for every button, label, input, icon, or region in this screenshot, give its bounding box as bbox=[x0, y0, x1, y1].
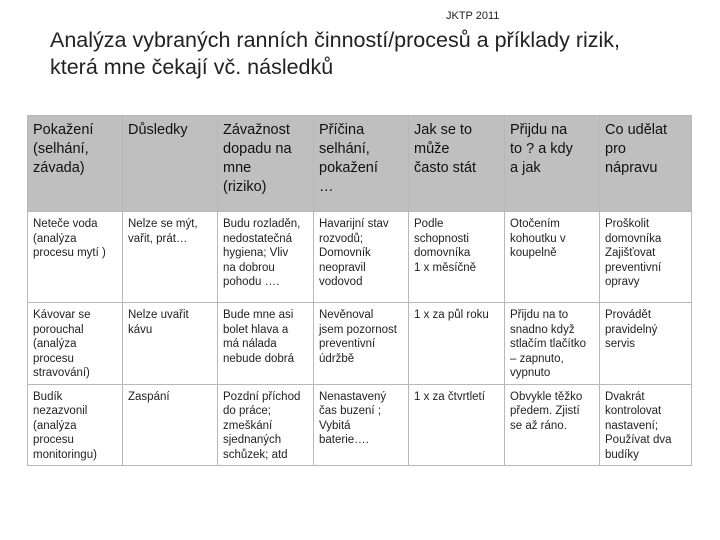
table-cell: Bude mne asi bolet hlava a má nálada nebude dobrá bbox=[218, 303, 314, 385]
table-cell: Nelze uvařit kávu bbox=[123, 303, 218, 385]
table-cell: Kávovar se porouchal (analýza procesu stravování) bbox=[28, 303, 123, 385]
table-cell: Podle schopnosti domovníka 1 x měsíčně bbox=[409, 212, 505, 303]
header-tag: JKTP 2011 bbox=[446, 10, 500, 22]
table-cell: Havarijní stav rozvodů; Domovník neopravil vodovod bbox=[314, 212, 409, 303]
table-cell: Nenastavený čas buzení ; Vybitá baterie…. bbox=[314, 384, 409, 466]
header-cell-severity: Závažnost dopadu na mne (riziko) bbox=[218, 116, 314, 212]
table-cell: Nelze se mýt, vařit, prát… bbox=[123, 212, 218, 303]
table-header-row bbox=[28, 116, 692, 212]
table-cell: 1 x za půl roku bbox=[409, 303, 505, 385]
table-cell: Zaspání bbox=[123, 384, 218, 466]
table-cell: Neteče voda (analýza procesu mytí ) bbox=[28, 212, 123, 303]
table-cell: Budu rozladěn, nedostatečná hygiena; Vliv na dobrou pohodu …. bbox=[218, 212, 314, 303]
risk-analysis-table bbox=[27, 115, 692, 466]
table-cell: 1 x za čtvrtletí bbox=[409, 384, 505, 466]
table-row bbox=[28, 303, 692, 385]
table-cell: Dvakrát kontrolovat nastavení; Používat dva budíky bbox=[600, 384, 692, 466]
header-cell-remedy: Co udělat pro nápravu bbox=[600, 116, 692, 212]
table-cell: Proškolit domovníka Zajišťovat preventivní opravy bbox=[600, 212, 692, 303]
table-cell: Přijdu na to snadno když stlačím tlačítko – zapnuto, vypnuto bbox=[505, 303, 600, 385]
table-cell: Obvykle těžko předem. Zjistí se až ráno. bbox=[505, 384, 600, 466]
table-cell: Pozdní příchod do práce; zmeškání sjednaných schůzek; atd bbox=[218, 384, 314, 466]
header-cell-consequences: Důsledky bbox=[123, 116, 218, 212]
header-cell-failure: Pokažení (selhání, závada) bbox=[28, 116, 123, 212]
header-cell-detection: Přijdu na to ? a kdy a jak bbox=[505, 116, 600, 212]
table-row bbox=[28, 212, 692, 303]
table-cell: Nevěnoval jsem pozornost preventivní údržbě bbox=[314, 303, 409, 385]
header-cell-cause: Příčina selhání, pokažení … bbox=[314, 116, 409, 212]
table-cell: Provádět pravidelný servis bbox=[600, 303, 692, 385]
table-cell: Otočením kohoutku v koupelně bbox=[505, 212, 600, 303]
table-cell: Budík nezazvonil (analýza procesu monitoringu) bbox=[28, 384, 123, 466]
header-cell-frequency: Jak se to může často stát bbox=[409, 116, 505, 212]
table-row bbox=[28, 384, 692, 466]
page-title: Analýza vybraných ranních činností/procesů a příklady rizik, která mne čekají vč. následků bbox=[50, 28, 621, 79]
